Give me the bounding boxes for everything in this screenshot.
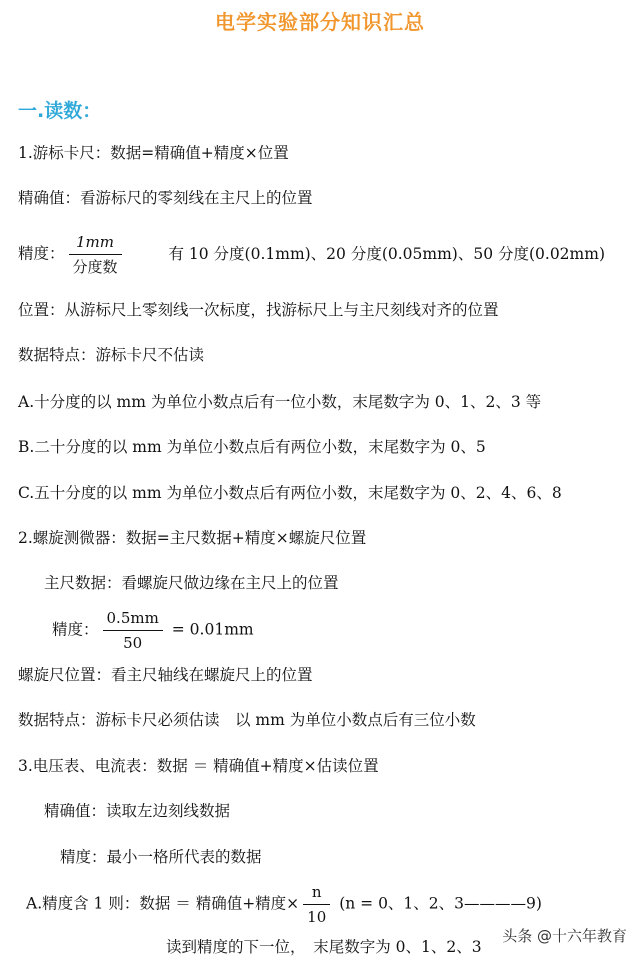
text-line: 数据特点：游标卡尺不估读 [18, 346, 205, 364]
watermark-logo: 头条 @十六年教育 [499, 924, 630, 947]
page-title: 电学实验部分知识汇总 [215, 10, 425, 34]
text-line: 读到精度的下一位， 末尾数字为 0、1、2、3 [166, 938, 482, 956]
fraction-denominator: 10 [303, 904, 330, 927]
rule-a-label: A.精度含 1 则：数据 ＝ 精确值+精度× [26, 894, 300, 913]
text-line: 3.电压表、电流表：数据 ＝ 精确值+精度×估读位置 [18, 757, 379, 775]
fraction [303, 882, 330, 927]
precision-options: 有 10 分度(0.1mm)、20 分度(0.05mm)、50 分度(0.02mm) [168, 244, 605, 263]
fraction-denominator: 50 [103, 630, 163, 653]
text-line: 位置：从游标尺上零刻线一次标度，找游标尺上与主尺刻线对齐的位置 [18, 301, 499, 319]
precision-label: 精度： [52, 620, 99, 639]
rule-a-range: (n = 0、1、2、3————9) [339, 894, 542, 913]
text-line: 精度：最小一格所代表的数据 [60, 848, 262, 866]
fraction-numerator: n [311, 883, 322, 901]
precision-row-micrometer [52, 608, 254, 653]
rule-a-row [26, 882, 542, 927]
precision-label: 精度： [18, 244, 65, 263]
fraction-denominator: 分度数 [69, 254, 122, 277]
text-line: 数据特点：游标卡尺必须估读 以 mm 为单位小数点后有三位小数 [18, 711, 476, 729]
text-line: B.二十分度的以 mm 为单位小数点后有两位小数，末尾数字为 0、5 [18, 438, 486, 456]
precision-row [18, 232, 605, 277]
text-line: 精确值：读取左边刻线数据 [44, 802, 231, 820]
text-line: 1.游标卡尺：数据=精确值+精度×位置 [18, 144, 289, 162]
section-heading-reading: 一.读数： [18, 100, 102, 122]
text-line: 2.螺旋测微器：数据=主尺数据+精度×螺旋尺位置 [18, 529, 367, 547]
text-line: C.五十分度的以 mm 为单位小数点后有两位小数，末尾数字为 0、2、4、6、8 [18, 484, 562, 502]
text-line: 螺旋尺位置：看主尺轴线在螺旋尺上的位置 [18, 666, 313, 684]
text-line: A.十分度的以 mm 为单位小数点后有一位小数，末尾数字为 0、1、2、3 等 [18, 393, 542, 411]
fraction-numerator-text: 0.5mm [106, 609, 159, 627]
fraction-numerator [103, 608, 163, 630]
fraction [103, 608, 163, 653]
text-line: 精确值：看游标尺的零刻线在主尺上的位置 [18, 189, 313, 207]
text-line: 主尺数据：看螺旋尺做边缘在主尺上的位置 [44, 574, 339, 592]
fraction [69, 232, 122, 277]
fraction-numerator: 1mm [76, 233, 115, 251]
precision-result: = 0.01mm [171, 620, 254, 639]
